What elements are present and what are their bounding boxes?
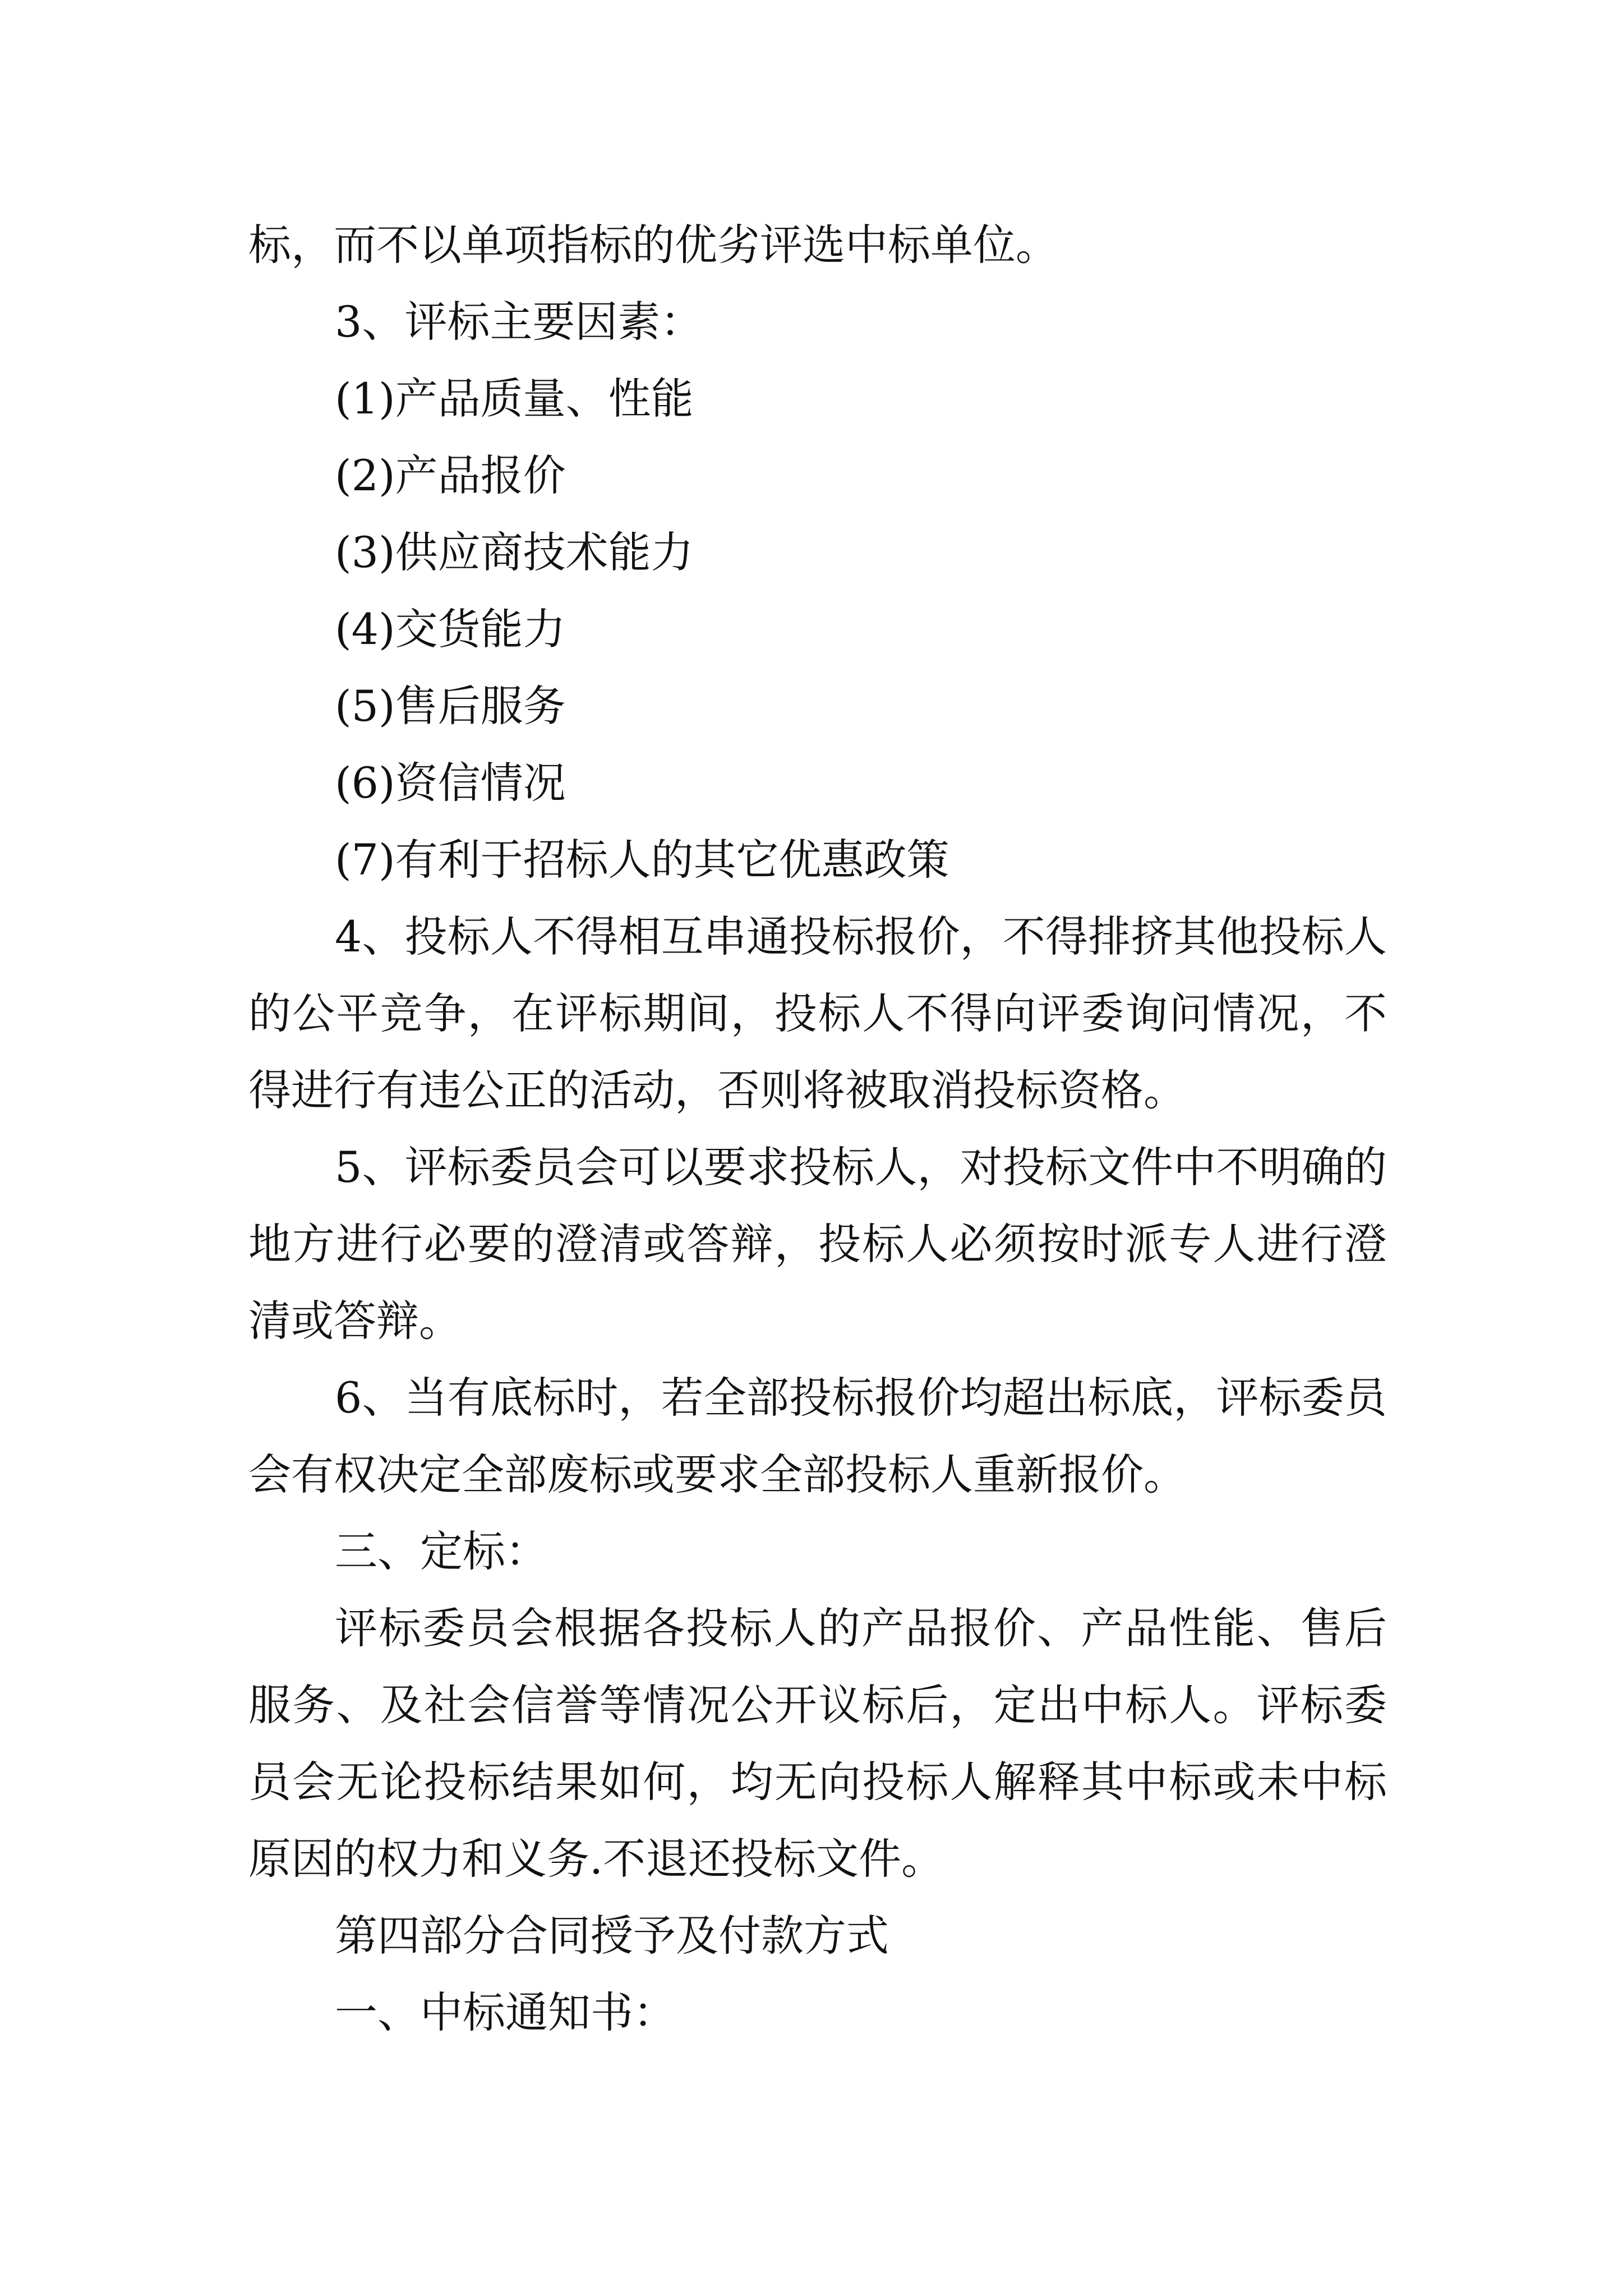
paragraph-evaluation-factors-heading: 3、评标主要因素： (335, 297, 703, 347)
paragraph-continuation: 标，而不以单项指标的优劣评选中标单位。 (248, 220, 1058, 270)
paragraph-award-description: 评标委员会根据各投标人的产品报价、产品性能、售后服务、及社会信誉等情况公开议标后，定出中标人。评标委员会无论投标结果如何，均无向投标人解释其中标或未中标原因的权力和义务.不退还投标文件。 (248, 1603, 1387, 1884)
document-body (248, 206, 1387, 2051)
list-item-quality: (1)产品质量、性能 (335, 374, 694, 424)
list-item-price: (2)产品报价 (335, 450, 566, 500)
list-item-preferential-policy: (7)有利于招标人的其它优惠政策 (335, 835, 949, 885)
paragraph-collusion-rule: 4、投标人不得相互串通投标报价，不得排挤其他投标人的公平竞争，在评标期间，投标人不得向评委询问情况，不得进行有违公正的活动，否则将被取消投标资格。 (248, 912, 1387, 1115)
section-heading-award: 三、定标： (335, 1526, 548, 1576)
section-heading-notice: 一、中标通知书： (335, 1987, 676, 2037)
list-item-delivery: (4)交货能力 (335, 604, 566, 654)
paragraph-base-price-rule: 6、当有底标时，若全部投标报价均超出标底，评标委员会有权决定全部废标或要求全部投标人重新报价。 (248, 1373, 1387, 1499)
part-heading-contract: 第四部分合同授予及付款方式 (335, 1911, 889, 1961)
list-item-after-sales: (5)售后服务 (335, 681, 566, 731)
list-item-credit: (6)资信情况 (335, 758, 566, 808)
paragraph-clarification-rule: 5、评标委员会可以要求投标人，对投标文件中不明确的地方进行必要的澄清或答辩，投标人必须按时派专人进行澄清或答辩。 (248, 1142, 1387, 1346)
list-item-tech-capability: (3)供应商技术能力 (335, 527, 694, 577)
